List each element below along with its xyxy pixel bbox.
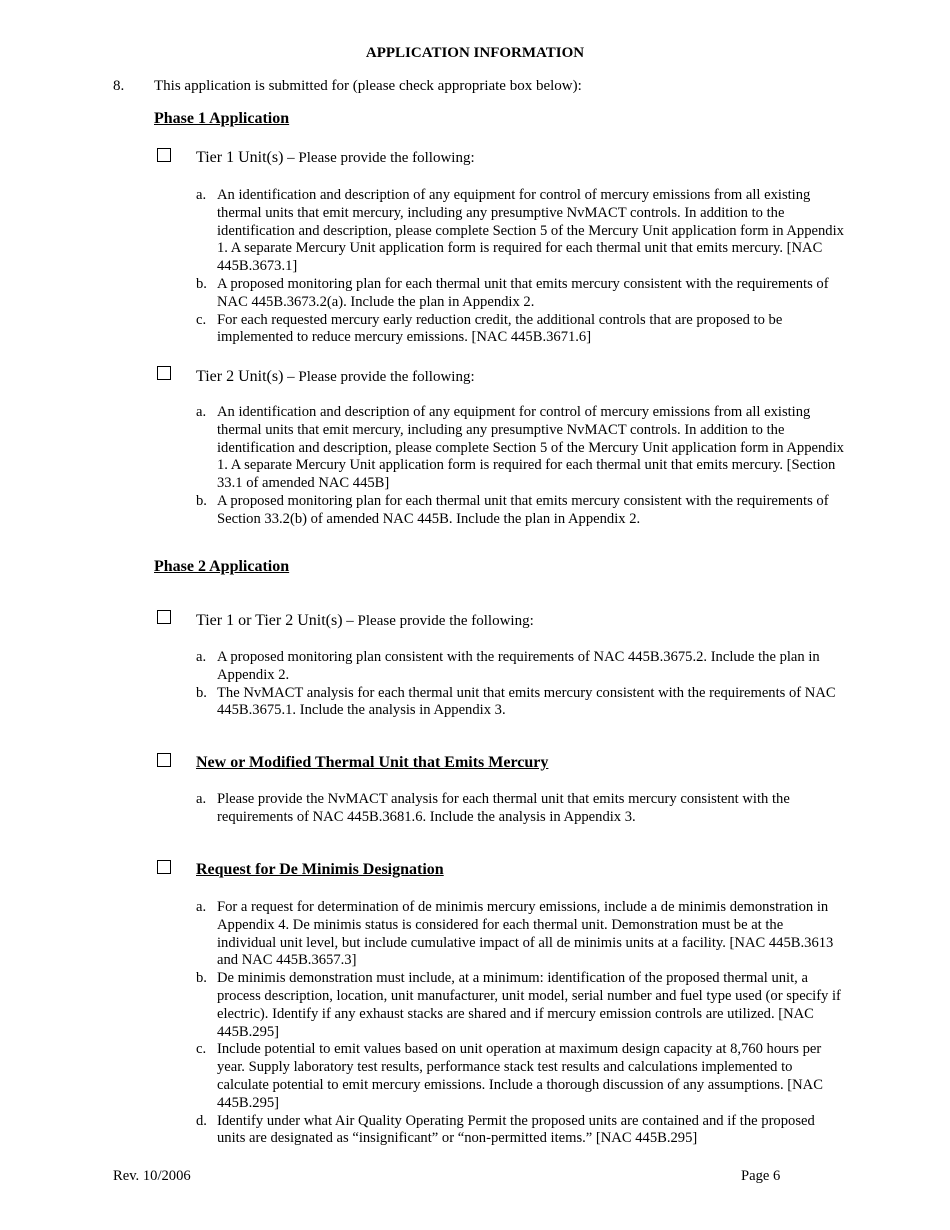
list-item [196,493,844,529]
tier2-items [196,404,844,529]
item-text: A proposed monitoring plan for each thermal unit that emits mercury consistent with the requirements of Section 33.2(b) of amended NAC 445B. Include the plan in Appendix 2. [217,492,829,527]
item-letter: a. [196,187,207,203]
phase1-heading: Phase 1 Application [154,110,290,127]
item-text: An identification and description of any equipment for control of mercury emissions from all existing thermal units that emit mercury, including any presumptive NvMACT controls. In addition to the identification and description, please complete Section 5 of the Mercury Unit application form in Appendix 1. A separate Mercury Unit application form is required for each thermal unit that emits mercury. [Section 33.1 of amended NAC 445B] [217,404,844,492]
list-item [196,187,844,276]
item-letter: a. [196,899,207,915]
tier1-label-rest: – Please provide the following: [283,150,475,166]
page-title: APPLICATION INFORMATION [365,45,585,61]
list-item [196,791,844,827]
item-letter: a. [196,791,207,807]
tier1-label-main: Tier 1 Unit(s) [196,149,284,166]
list-item [196,404,844,493]
list-item [196,685,844,721]
question-number: 8. [113,78,125,94]
de-minimis-heading: Request for De Minimis Designation [196,861,444,878]
item-letter: b. [196,684,207,701]
new-modified-checkbox[interactable] [157,753,171,767]
tier2-label-main: Tier 2 Unit(s) [196,368,284,385]
revision-label: Rev. 10/2006 [113,1168,191,1184]
list-item [196,1113,844,1149]
item-text: Include potential to emit values based on unit operation at maximum design capacity at 8,760 hours per year. Supply laboratory test results, performance stack test results and calculations implemented to calculate potential to emit mercury emissions. Include a thorough discussion of any assumptions. [NAC 445B.295] [217,1041,823,1111]
item-letter: d. [196,1112,207,1129]
tier12-checkbox[interactable] [157,610,171,624]
list-item [196,649,844,685]
item-text: For a request for determination of de minimis mercury emissions, include a de minimis demonstration in Appendix 4. De minimis status is considered for each thermal unit. Demonstration must be at the individual unit level, but include cumulative impact of all de minimis units at a facility. [NAC 445B.3613 and NAC 445B.3657.3] [217,899,834,969]
de-minimis-items [196,899,844,1148]
page-number: Page 6 [741,1168,781,1184]
item-text: The NvMACT analysis for each thermal unit that emits mercury consistent with the requirements of NAC 445B.3675.1. Include the analysis in Appendix 3. [217,684,836,719]
phase2-heading: Phase 2 Application [154,558,290,575]
item-text: De minimis demonstration must include, at a minimum: identification of the proposed thermal unit, a process description, location, unit manufacturer, unit model, serial number and fuel type used (or specify if electric). Identify if any exhaust stacks are shared and if mercury emission controls are utilized. [NAC 445B.295] [217,970,841,1040]
new-modified-items [196,791,844,827]
new-modified-heading: New or Modified Thermal Unit that Emits Mercury [196,754,549,771]
list-item [196,899,844,970]
tier1-checkbox[interactable] [157,148,171,162]
item-text: Identify under what Air Quality Operating Permit the proposed units are contained and if the proposed units are designated as “insignificant” or “non-permitted items.” [NAC 445B.295] [217,1112,815,1147]
item-text: A proposed monitoring plan for each thermal unit that emits mercury consistent with the requirements of NAC 445B.3673.2(a). Include the plan in Appendix 2. [217,275,829,310]
item-letter: c. [196,1041,207,1058]
question-text: This application is submitted for (please check appropriate box below): [154,78,582,94]
de-minimis-checkbox[interactable] [157,860,171,874]
item-letter: a. [196,649,207,665]
item-text: An identification and description of any equipment for control of mercury emissions from all existing thermal units that emit mercury, including any presumptive NvMACT controls. In addition to the identification and description, please complete Section 5 of the Mercury Unit application form in Appendix 1. A separate Mercury Unit application form is required for each thermal unit that emits mercury. [NAC 445B.3673.1] [217,187,844,275]
tier12-label-rest: – Please provide the following: [342,613,534,629]
tier12-label [196,612,534,630]
list-item [196,312,844,348]
item-letter: b. [196,275,207,292]
item-text: Please provide the NvMACT analysis for each thermal unit that emits mercury consistent with the requirements of NAC 445B.3681.6. Include the analysis in Appendix 3. [217,791,790,825]
item-letter: c. [196,311,207,328]
item-text: For each requested mercury early reduction credit, the additional controls that are proposed to be implemented to reduce mercury emissions. [NAC 445B.3671.6] [217,311,783,346]
list-item [196,1041,844,1112]
tier2-checkbox[interactable] [157,366,171,380]
item-text: A proposed monitoring plan consistent with the requirements of NAC 445B.3675.2. Include the plan in Appendix 2. [217,649,820,683]
tier12-label-main: Tier 1 or Tier 2 Unit(s) [196,612,343,629]
tier1-items [196,187,844,347]
item-letter: b. [196,492,207,509]
tier12-items [196,649,844,720]
item-letter: b. [196,970,207,987]
list-item [196,276,844,312]
tier1-label [196,149,475,167]
tier2-label [196,368,475,386]
item-letter: a. [196,404,207,420]
list-item [196,970,844,1041]
tier2-label-rest: – Please provide the following: [283,369,475,385]
